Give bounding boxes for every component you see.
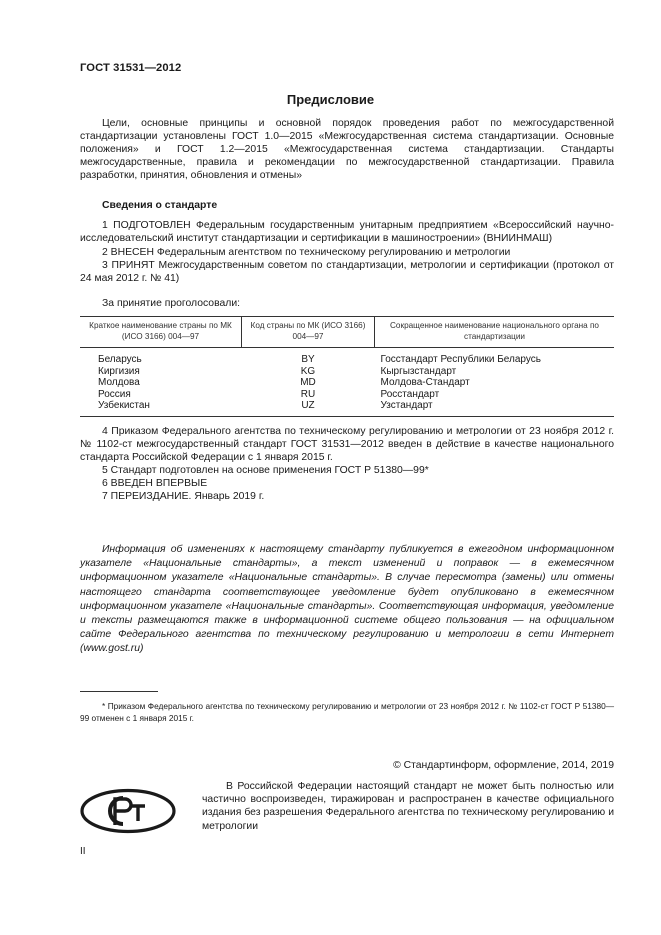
page-title: Предисловие	[286, 92, 375, 107]
voting-table	[80, 316, 614, 417]
table-cell-country: Россия	[98, 388, 131, 400]
table-cell-code: BY	[301, 354, 315, 365]
table-cell-code: UZ	[242, 400, 375, 416]
table-cell-country: Киргизия	[98, 365, 140, 377]
gost-r-certification-logo-icon	[79, 787, 179, 835]
table-cell-country: Узбекистан	[80, 400, 242, 416]
table-row	[80, 366, 614, 378]
item-7: 7 ПЕРЕИЗДАНИЕ. Январь 2019 г.	[102, 491, 265, 502]
item-4: 4 Приказом Федерального агентства по техническому регулированию и метрологии от 23 ноября 2012 г. № 1102-ст межгосударственный стандарт ГОСТ 31531—2012 введен в действие в качестве национального стандарта Российской Федерации с 1 января 2015 г.	[80, 426, 614, 464]
table-row	[80, 389, 614, 401]
item-2: 2 ВНЕСЕН Федеральным агентством по техническому регулированию и метрологии	[102, 247, 511, 258]
table-cell-organ: Госстандарт Республики Беларусь	[380, 354, 541, 365]
page-number: II	[80, 846, 86, 857]
rights-notice: В Российской Федерации настоящий стандарт не может быть полностью или частично воспроизведен, тиражирован и распространен в качестве официального издания без разрешения Федерального агентства по техническому регулированию и метрологии	[202, 781, 614, 832]
table-cell-code: MD	[300, 377, 316, 389]
item-3: 3 ПРИНЯТ Межгосударственным советом по стандартизации, метрологии и сертификации (протокол от 24 мая 2012 г. № 41)	[80, 260, 614, 285]
item-1: 1 ПОДГОТОВЛЕН Федеральным государственным унитарным предприятием «Всероссийский научно-исследовательский институт стандартизации и сертификации в машиностроении» (ВНИИНМАШ)	[80, 220, 614, 245]
document-header: ГОСТ 31531—2012	[80, 62, 182, 74]
table-header-country: Краткое наименование страны по МК (ИСО 3166) 004—97	[80, 317, 242, 348]
intro-paragraph: Цели, основные принципы и основной порядок проведения работ по межгосударственной стандартизации установлены ГОСТ 1.0—2015 «Межгосударственная система стандартизации. Основные положения» и ГОСТ 1.2—2015 «Межгосударственная система стандартизации. Стандарты межгосударственные, правила и рекомендации по межгосударственной стандартизации. Правила разработки, принятия, обновления и отмены»	[80, 118, 614, 182]
table-header-code: Код страны по МК (ИСО 3166) 004—97	[242, 317, 375, 348]
table-cell-organ: Росстандарт	[380, 388, 440, 400]
table-cell-organ: Молдова-Стандарт	[380, 377, 470, 389]
table-cell-organ: Кыргызстандарт	[380, 365, 457, 377]
table-cell-country: Молдова	[98, 377, 140, 389]
copyright: © Стандартинформ, оформление, 2014, 2019	[393, 760, 614, 771]
voted-label: За принятие проголосовали:	[102, 298, 241, 309]
table-cell-code: RU	[300, 388, 316, 400]
footnote: * Приказом Федерального агентства по техническому регулированию и метрологии от 23 ноября 2012 г. № 1102-ст ГОСТ Р 51380—99 отменен с 1 января 2015 г.	[80, 701, 614, 723]
table-header-organ: Сокращенное наименование национального органа по стандартизации	[375, 317, 615, 348]
table-header-row	[80, 317, 614, 348]
section-subtitle: Сведения о стандарте	[102, 200, 218, 211]
footnote-divider	[80, 691, 158, 692]
table-cell-organ: Узстандарт	[375, 400, 615, 416]
table-cell-code: KG	[300, 365, 316, 377]
table-cell-country: Беларусь	[98, 354, 142, 365]
table-row	[80, 400, 614, 416]
item-6: 6 ВВЕДЕН ВПЕРВЫЕ	[102, 478, 208, 489]
item-5: 5 Стандарт подготовлен на основе применения ГОСТ Р 51380—99*	[102, 465, 429, 476]
table-row	[80, 348, 614, 366]
table-row	[80, 377, 614, 389]
info-paragraph: Информация об изменениях к настоящему стандарту публикуется в ежегодном информационном указателе «Национальные стандарты», а текст изменений и поправок — в ежемесячном информационном указателе «Национальные стандарты». В случае пересмотра (замены) или отмены настоящего стандарта соответствующее уведомление будет опубликовано в ежемесячном информационном указателе «Национальные стандарты». Соответствующая информация, уведомление и тексты размещаются также в информационной системе общего пользования — на официальном сайте Федерального агентства по техническому регулированию и метрологии в сети Интернет (www.gost.ru)	[80, 544, 614, 655]
